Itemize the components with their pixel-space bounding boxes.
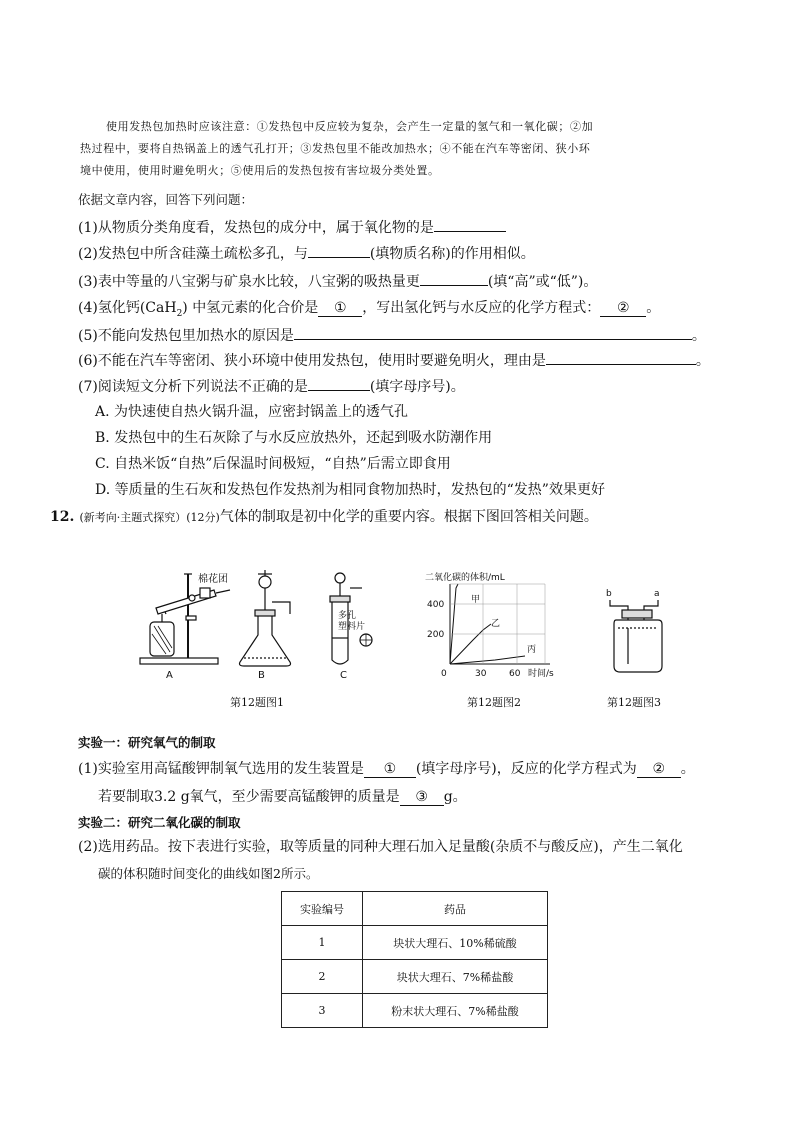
- q11-option-a: A. 为快速使自热火锅升温，应密封锅盖上的透气孔: [95, 404, 409, 420]
- experiment-1-title: 实验一：研究氧气的制取: [78, 735, 216, 750]
- table-cell: 3: [282, 994, 363, 1028]
- e1-text-c: 。: [680, 761, 695, 777]
- label-c: C: [340, 670, 347, 681]
- q11-p3-text-a: (3)表中等量的八宝粥与矿泉水比较，八宝粥的吸热量更: [78, 274, 420, 290]
- curve-yi: [450, 624, 491, 664]
- xtick-30: 30: [475, 669, 487, 679]
- e1-blank-2[interactable]: ②: [637, 762, 681, 778]
- q11-p5-text-a: (5)不能向发热包里加热水的原因是: [78, 328, 294, 344]
- apparatus-b: [240, 570, 291, 666]
- q11-p4-text-b: ) 中氢元素的化合价是: [182, 300, 319, 316]
- label-a-port: a: [654, 589, 660, 599]
- q11-p2-text-a: (2)发热包中所含硅藻土疏松多孔，与: [78, 246, 308, 262]
- table-header-cell: 药品: [363, 892, 548, 926]
- q11-p4-blank-1[interactable]: ①: [318, 301, 362, 317]
- table-row: [282, 960, 548, 994]
- figure-1-caption: 第12题图1: [230, 696, 284, 709]
- e2-line-1: (2)选用药品。按下表进行实验，取等质量的同种大理石加入足量酸(杂质不与酸反应)，产生二氧化: [78, 839, 683, 855]
- q11-p7-text-a: (7)阅读短文分析下列说法不正确的是: [78, 379, 308, 395]
- experiment-2-title: 实验二：研究二氧化碳的制取: [78, 815, 241, 830]
- e1-text-e: g。: [443, 789, 467, 805]
- q11-p5-text-b: 。: [691, 328, 706, 344]
- figure-1-apparatus: [130, 560, 390, 690]
- chart-ylabel: 二氧化碳的体积/mL: [425, 573, 505, 583]
- table-row: [282, 994, 548, 1028]
- q11-part-1: [78, 216, 506, 237]
- table-header-row: [282, 892, 548, 926]
- q11-option-c: C. 自热米饭“自热”后保温时间极短，“自热”后需立即食用: [95, 456, 451, 472]
- q11-p4-text-a: (4)氢化钙(CaH: [78, 300, 177, 316]
- note-line-3: 境中使用，使用时避免明火；⑤使用后的发热包按有害垃圾分类处置。: [80, 164, 440, 177]
- q11-part-4: [78, 297, 660, 319]
- label-b-port: b: [606, 589, 612, 599]
- curve-label-jia: 甲: [471, 595, 481, 605]
- e2-line-2: 碳的体积随时间变化的曲线如图2所示。: [98, 866, 319, 881]
- q11-p2-blank[interactable]: [308, 242, 370, 258]
- e1-blank-1[interactable]: ①: [364, 762, 416, 778]
- figure-3-gas-bottle: [600, 586, 680, 676]
- curve-jia: [450, 584, 458, 664]
- q11-p6-text-b: 。: [695, 353, 710, 369]
- xtick-60: 60: [509, 669, 521, 679]
- q11-intro: 依据文章内容，回答下列问题：: [78, 192, 254, 207]
- q11-option-b: B. 发热包中的生石灰除了与水反应放热外，还起到吸水防潮作用: [95, 430, 493, 446]
- q11-option-d: D. 等质量的生石灰和发热包作发热剂为相同食物加热时，发热包的“发热”效果更好: [95, 482, 605, 498]
- curve-bing: [450, 656, 525, 664]
- table-cell: 1: [282, 926, 363, 960]
- table-row: [282, 926, 548, 960]
- q11-p4-text-d: 。: [646, 300, 661, 316]
- note-line-1: 使用发热包加热时应该注意：①发热包中反应较为复杂，会产生一定量的氢气和一氧化碳；②加: [106, 120, 594, 133]
- q11-p3-blank[interactable]: [420, 270, 488, 286]
- q11-part-6: [78, 349, 710, 370]
- q12-stem: 气体的制取是初中化学的重要内容。根据下图回答相关问题。: [219, 509, 598, 525]
- q11-part-7: [78, 375, 465, 396]
- curve-label-yi: 乙: [491, 619, 501, 629]
- q11-p1-blank[interactable]: [434, 216, 506, 232]
- q11-part-5: [78, 324, 706, 345]
- e1-part-2: [98, 786, 467, 806]
- figure-3-caption: 第12题图3: [607, 696, 661, 709]
- apparatus-a: [140, 574, 230, 664]
- q12-number: 12.: [50, 509, 75, 525]
- label-porous: 多孔: [338, 611, 357, 621]
- q11-p7-text-b: (填字母序号)。: [369, 379, 465, 395]
- q11-p2-text-b: (填物质名称)的作用相似。: [369, 246, 535, 262]
- q11-p6-blank[interactable]: [546, 349, 696, 365]
- figure-2-caption: 第12题图2: [467, 696, 521, 709]
- e1-text-a: (1)实验室用高锰酸钾制氧气选用的发生装置是: [78, 761, 364, 777]
- table-cell: 粉末状大理石、7%稀盐酸: [363, 994, 548, 1028]
- table-header-cell: 实验编号: [282, 892, 363, 926]
- chart-xlabel: 时间/s: [528, 669, 554, 679]
- table-cell: 块状大理石、7%稀盐酸: [363, 960, 548, 994]
- q11-p7-blank[interactable]: [308, 375, 370, 391]
- q12-tag: (新考向·主题式探究）(12分): [79, 511, 220, 524]
- ytick-200: 200: [427, 630, 445, 640]
- e1-text-d: 若要制取3.2 g氧气，至少需要高锰酸钾的质量是: [98, 789, 400, 805]
- label-plate: 塑料片: [338, 622, 366, 632]
- label-a: A: [166, 670, 173, 681]
- label-b: B: [258, 670, 265, 681]
- xtick-0: 0: [441, 669, 447, 679]
- q11-p6-text-a: (6)不能在汽车等密闭、狭小环境中使用发热包，使用时要避免明火，理由是: [78, 353, 546, 369]
- q11-p4-subscript: 2: [176, 308, 183, 319]
- e1-part-1: [78, 758, 695, 778]
- q11-p4-text-c: ，写出氢化钙与水反应的化学方程式：: [362, 300, 601, 316]
- ytick-400: 400: [427, 600, 445, 610]
- e1-text-b: (填字母序号)，反应的化学方程式为: [415, 761, 637, 777]
- bottle-apparatus: [610, 600, 662, 672]
- curve-label-bing: 丙: [527, 645, 537, 655]
- q12-header: [50, 506, 598, 526]
- q11-p4-blank-2[interactable]: ②: [600, 301, 646, 317]
- table-cell: 块状大理石、10%稀硫酸: [363, 926, 548, 960]
- q11-p1-text: (1)从物质分类角度看，发热包的成分中，属于氧化物的是: [78, 220, 434, 236]
- q11-part-2: [78, 242, 535, 263]
- e1-blank-3[interactable]: ③: [400, 790, 444, 806]
- note-line-2: 热过程中，要将自热锅盖上的透气孔打开；③发热包里不能改加热水；④不能在汽车等密闭、狭小环: [80, 142, 591, 155]
- q11-part-3: [78, 270, 597, 291]
- q11-p3-text-b: (填“高”或“低”)。: [487, 274, 598, 290]
- label-cotton: 棉花团: [198, 574, 228, 585]
- table-cell: 2: [282, 960, 363, 994]
- figure-2-chart: [425, 570, 575, 682]
- reagent-table: [281, 891, 548, 1028]
- q11-p5-blank[interactable]: [294, 324, 692, 340]
